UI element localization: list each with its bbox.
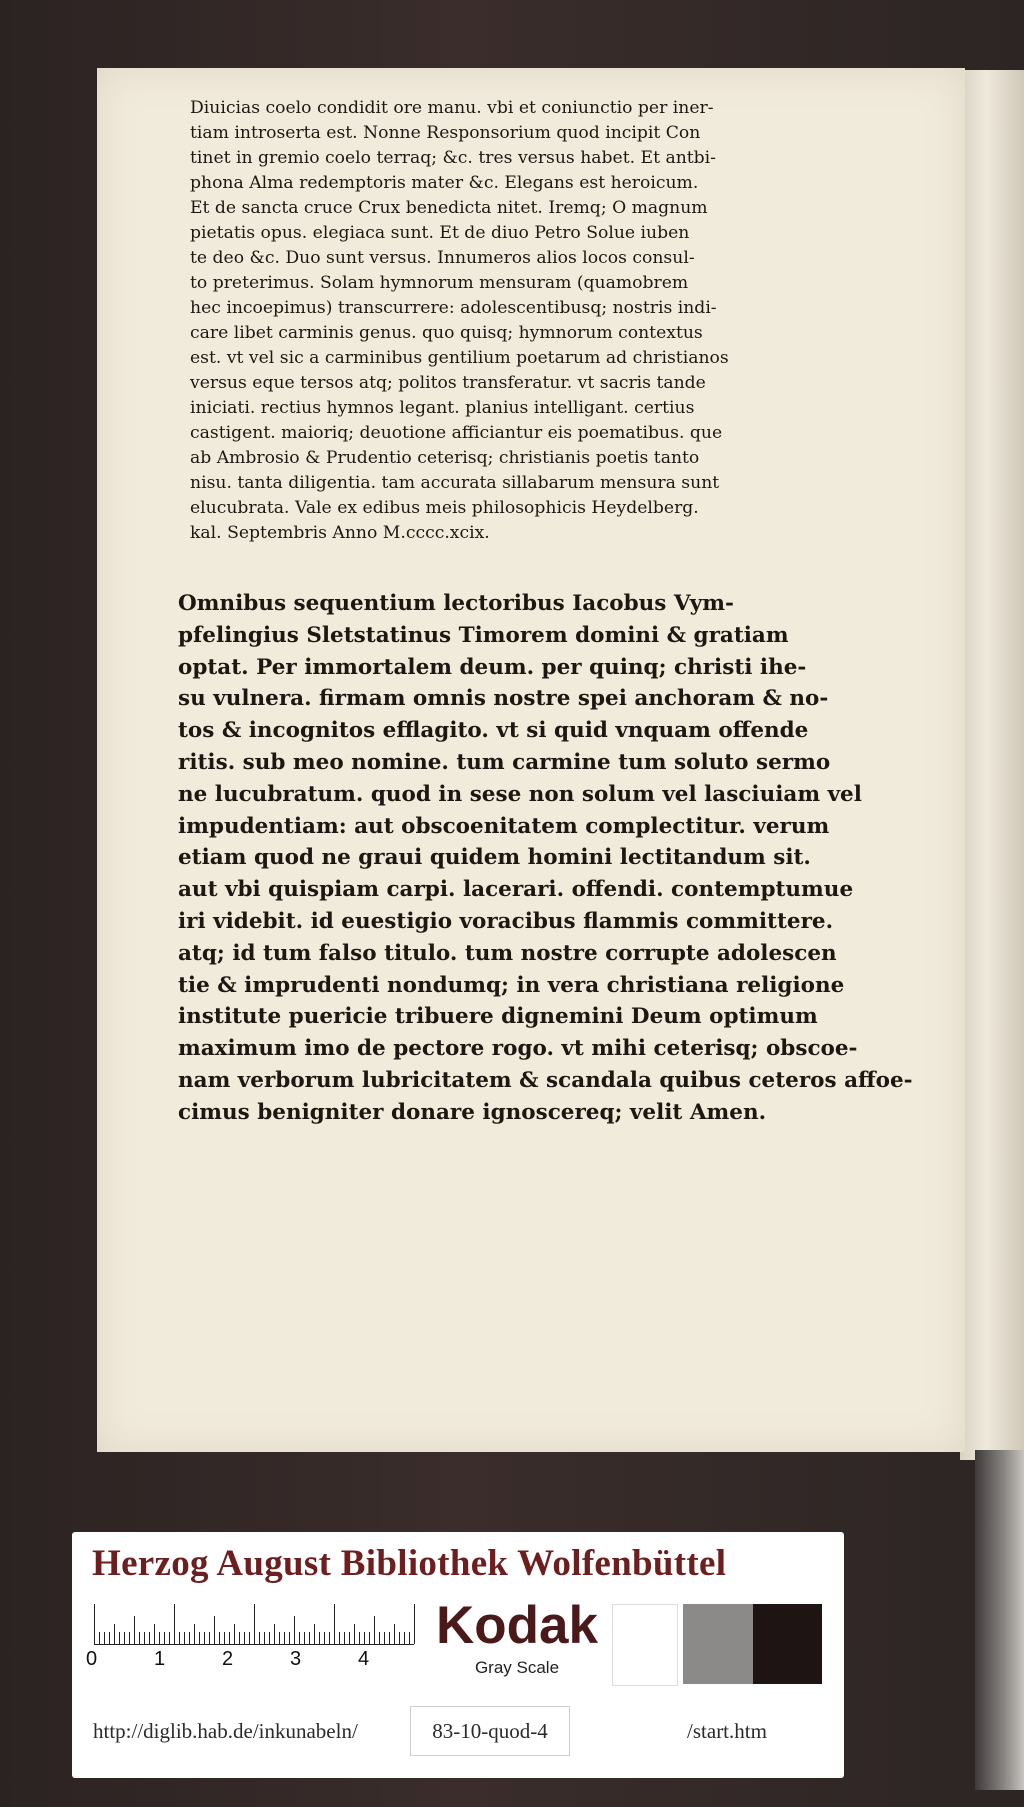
ruler-tick <box>154 1624 155 1644</box>
ruler-tick <box>134 1616 135 1644</box>
ruler-tick <box>159 1632 160 1644</box>
text-line: ab Ambrosio & Prudentio ceterisq; christianis poetis tanto <box>190 448 700 468</box>
ruler-tick <box>179 1632 180 1644</box>
text-line: nisu. tanta diligentia. tam accurata sillabarum mensura sunt <box>190 473 720 493</box>
ruler-number: 2 <box>222 1648 234 1670</box>
text-line: impudentiam: aut obscoenitatem complectitur. verum <box>178 813 830 839</box>
ruler-tick <box>104 1632 105 1644</box>
text-line: kal. Septembris Anno M.cccc.xcix. <box>190 523 490 543</box>
text-line: hec incoepimus) transcurrere: adolescentibusq; nostris indi- <box>190 298 717 318</box>
ruler-tick <box>394 1624 395 1644</box>
ruler-tick <box>174 1604 175 1644</box>
text-line: tie & imprudenti nondumq; in vera christiana religione <box>178 972 845 998</box>
ruler-tick <box>189 1632 190 1644</box>
ruler-tick <box>94 1604 95 1644</box>
ruler-tick <box>404 1632 405 1644</box>
text-line: ritis. sub meo nomine. tum carmine tum soluto sermo <box>178 749 831 775</box>
url-suffix: /start.htm <box>687 1718 767 1743</box>
ruler-tick <box>354 1624 355 1644</box>
facing-page-edge-lower <box>975 1450 1024 1790</box>
ruler-numbers <box>86 1648 426 1672</box>
text-line: Et de sancta cruce Crux benedicta nitet. Iremq; O magnum <box>190 198 708 218</box>
ruler-tick <box>169 1632 170 1644</box>
ruler-tick <box>379 1632 380 1644</box>
ruler-tick <box>284 1632 285 1644</box>
ruler-tick <box>99 1632 100 1644</box>
ruler-tick <box>334 1604 335 1644</box>
ruler-number: 4 <box>358 1648 370 1670</box>
ruler-tick <box>289 1632 290 1644</box>
ruler-tick <box>259 1632 260 1644</box>
ruler-tick <box>269 1632 270 1644</box>
ruler-tick <box>399 1632 400 1644</box>
ruler-tick <box>114 1624 115 1644</box>
ruler-tick <box>194 1624 195 1644</box>
ruler-tick <box>164 1632 165 1644</box>
gray-swatch-black <box>753 1604 822 1684</box>
ruler-tick <box>214 1616 215 1644</box>
text-line: Omnibus sequentium lectoribus Iacobus Vym- <box>178 591 734 616</box>
text-line: pietatis opus. elegiaca sunt. Et de diuo Petro Solue iuben <box>190 223 690 243</box>
text-line: optat. Per immortalem deum. per quinq; christi ihe- <box>178 654 807 680</box>
ruler-tick <box>184 1632 185 1644</box>
gray-swatch-white <box>612 1604 678 1686</box>
ruler-tick <box>274 1624 275 1644</box>
ruler-tick <box>414 1604 415 1644</box>
ruler-tick <box>239 1632 240 1644</box>
text-line: care libet carminis genus. quo quisq; hymnorum contextus <box>190 323 703 343</box>
ruler-tick <box>139 1632 140 1644</box>
text-line: te deo &c. Duo sunt versus. Innumeros alios locos consul- <box>190 248 695 268</box>
ruler-tick <box>124 1632 125 1644</box>
text-line: tos & incognitos efflagito. vt si quid vnquam offende <box>178 718 809 744</box>
ruler-tick <box>299 1632 300 1644</box>
text-line: etiam quod ne graui quidem homini lectitandum sit. <box>178 845 811 871</box>
ruler-tick <box>264 1632 265 1644</box>
paragraph-address-to-readers <box>178 588 913 1129</box>
ruler-tick <box>294 1616 295 1644</box>
ruler-tick <box>364 1632 365 1644</box>
ruler-tick <box>144 1632 145 1644</box>
library-name: Herzog August Bibliothek Wolfenbüttel <box>92 1543 727 1584</box>
ruler-tick <box>109 1632 110 1644</box>
text-line: versus eque tersos atq; politos transferatur. vt sacris tande <box>190 373 706 393</box>
text-line: elucubrata. Vale ex edibus meis philosophicis Heydelberg. <box>190 498 699 518</box>
text-line: castigent. maioriq; deuotione afficiantur eis poematibus. que <box>190 423 723 443</box>
text-line: nam verborum lubricitatem & scandala quibus ceteros affoe- <box>178 1067 913 1093</box>
text-line: to preterimus. Solam hymnorum mensuram (quamobrem <box>190 273 689 293</box>
shelfmark: 83-10-quod-4 <box>410 1706 570 1756</box>
ruler-tick <box>384 1632 385 1644</box>
kodak-brand: Kodak <box>436 1596 598 1655</box>
text-line: maximum imo de pectore rogo. vt mihi ceterisq; obscoe- <box>178 1036 858 1062</box>
url-base: http://diglib.hab.de/inkunabeln/ <box>93 1718 358 1743</box>
ruler-tick <box>224 1632 225 1644</box>
ruler-tick <box>204 1632 205 1644</box>
ruler-tick <box>199 1632 200 1644</box>
kodak-logo <box>424 1596 610 1682</box>
ruler-tick <box>329 1632 330 1644</box>
text-line: pfelingius Sletstatinus Timorem domini & gratiam <box>178 622 789 648</box>
text-line: institute puericie tribuere dignemini Deum optimum <box>178 1004 818 1030</box>
ruler-tick <box>349 1632 350 1644</box>
ruler-tick <box>254 1604 255 1644</box>
text-line: est. vt vel sic a carminibus gentilium poetarum ad christianos <box>190 348 729 368</box>
ruler-number: 0 <box>86 1648 98 1670</box>
ruler-tick <box>219 1632 220 1644</box>
facing-page-edge <box>960 70 1024 1460</box>
text-line: ne lucubratum. quod in sese non solum vel lasciuiam vel <box>178 781 862 807</box>
ruler-tick <box>359 1632 360 1644</box>
text-line: su vulnera. firmam omnis nostre spei anchoram & no- <box>178 686 829 712</box>
text-line: atq; id tum falso titulo. tum nostre corrupte adolescen <box>178 940 837 966</box>
ruler-tick <box>389 1632 390 1644</box>
ruler-number: 1 <box>154 1648 166 1670</box>
gray-scale-label: Gray Scale <box>474 1658 560 1677</box>
ruler-tick <box>304 1632 305 1644</box>
ruler-tick <box>119 1632 120 1644</box>
gray-swatch-mid <box>683 1604 753 1684</box>
ruler-tick <box>369 1632 370 1644</box>
ruler-tick <box>279 1632 280 1644</box>
ruler-tick <box>314 1624 315 1644</box>
ruler-tick <box>309 1632 310 1644</box>
ruler-tick <box>234 1624 235 1644</box>
ruler <box>94 1600 414 1645</box>
ruler-tick <box>409 1632 410 1644</box>
text-line: Diuicias coelo condidit ore manu. vbi et coniunctio per iner- <box>190 98 714 118</box>
ruler-tick <box>149 1632 150 1644</box>
ruler-tick <box>129 1632 130 1644</box>
target-card <box>72 1532 844 1778</box>
ruler-tick <box>324 1632 325 1644</box>
text-line: iri videbit. id euestigio voracibus flammis committere. <box>178 908 834 934</box>
text-line: tinet in gremio coelo terraq; &c. tres versus habet. Et antbi- <box>190 148 716 168</box>
text-line: iniciati. rectius hymnos legant. planius intelligant. certius <box>190 398 695 418</box>
ruler-tick <box>339 1632 340 1644</box>
ruler-tick <box>209 1632 210 1644</box>
text-line: aut vbi quispiam carpi. lacerari. offendi. contemptumue <box>178 877 854 903</box>
ruler-tick <box>229 1632 230 1644</box>
text-line: phona Alma redemptoris mater &c. Elegans est heroicum. <box>190 173 699 193</box>
paragraph-letter-closing <box>190 96 729 546</box>
ruler-number: 3 <box>290 1648 302 1670</box>
ruler-tick <box>344 1632 345 1644</box>
ruler-tick <box>244 1632 245 1644</box>
ruler-tick <box>249 1632 250 1644</box>
ruler-tick <box>319 1632 320 1644</box>
ruler-tick <box>374 1616 375 1644</box>
text-line: tiam introserta est. Nonne Responsorium quod incipit Con <box>190 123 701 143</box>
text-line: cimus benigniter donare ignoscereq; velit Amen. <box>178 1099 767 1125</box>
